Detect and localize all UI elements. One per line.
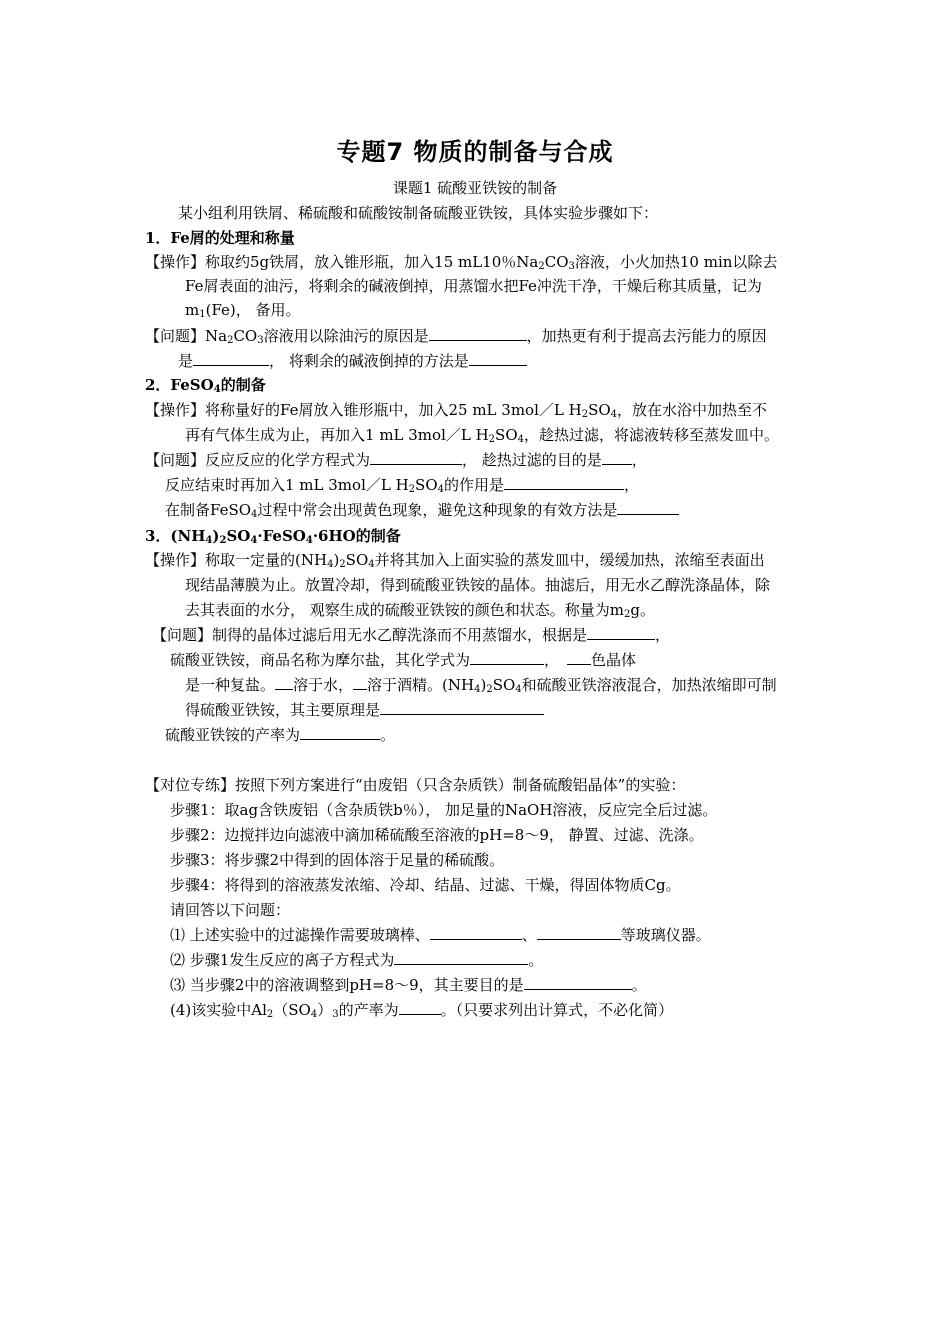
s1-question-line1: 【问题】$Na_2CO_3$溶液用以除油污的原因是 ，加热更有利于提高去污能力的原因 (145, 327, 767, 346)
answer-blank[interactable] (504, 475, 624, 490)
practice-answer-4: (4)该实验中$Al_2(SO_4)_3$的产率为 。（只要求列出计算式，不必化简） (170, 1001, 674, 1020)
practice-step-4: 步骤4：将得到的溶液蒸发浓缩、冷却、结晶、过滤、干燥，得固体物质Cg。 (170, 876, 681, 894)
answer-blank[interactable] (602, 450, 632, 465)
answer-blank[interactable] (394, 950, 528, 965)
page-title: 专题7 物质的制备与合成 (336, 138, 614, 166)
answer-blank[interactable] (567, 650, 591, 665)
practice-step-2: 步骤2：边搅拌边向滤液中滴加稀硫酸至溶液的pH=8～9， 静置、过滤、洗涤。 (170, 826, 704, 844)
practice-ask: 请回答以下问题： (170, 901, 291, 919)
s2-question-line2: 反应结束时再加入1 mL 3mol／L $H_2SO_4$的作用是 ， (165, 476, 640, 495)
s3-operation-line2: 现结晶薄膜为止。放置冷却，得到硫酸亚铁铵的晶体。抽滤后，用无水乙醇洗涤晶体，除 (185, 576, 771, 594)
s3-operation-line3: 去其表面的水分， 观察生成的硫酸亚铁铵的颜色和状态。称量为$m_2g$。 (185, 601, 655, 620)
section-2-heading: 2．FeSO$_4$的制备 (145, 376, 266, 395)
s1-operation-line3: $m_1(Fe)$， 备用。 (185, 301, 301, 320)
answer-blank[interactable] (399, 1000, 441, 1015)
s2-operation-line1: 【操作】将称量好的Fe屑放入锥形瓶中，加入25 mL 3mol／L $H_2SO_4$，放在水浴中加热至不 (145, 401, 768, 420)
s3-question-line3: 是一种复盐。 溶于水， 溶于酒精。$(NH_4)_2SO_4$和硫酸亚铁溶液混合，加热浓缩即可制 (185, 676, 777, 695)
s3-question-line4: 得硫酸亚铁铵，其主要原理是 (185, 700, 544, 720)
practice-answer-2: ⑵ 步骤1发生反应的离子方程式为 。 (170, 951, 544, 969)
answer-blank[interactable] (353, 675, 367, 690)
answer-blank[interactable] (469, 351, 527, 366)
answer-blank[interactable] (617, 500, 679, 515)
intro-text: 某小组利用铁屑、稀硫酸和硫酸铵制备硫酸亚铁铵，具体实验步骤如下： (178, 204, 659, 222)
s3-question-line2: 硫酸亚铁铵，商品名称为摩尔盐，其化学式为 ， 色晶体 (170, 651, 637, 669)
s1-operation-line1: 【操作】称取约5g铁屑，放入锥形瓶，加入15 mL10％$Na_2CO_3$溶液，小火加热10 min以除去 (145, 253, 778, 272)
answer-blank[interactable] (370, 450, 462, 465)
s2-question-line1: 【问题】反应反应的化学方程式为 ， 趁热过滤的目的是 ， (145, 451, 647, 469)
s2-question-line3: 在制备FeSO$_4$过程中常会出现黄色现象，避免这种现象的有效方法是 (165, 500, 679, 520)
practice-intro: 【对位专练】按照下列方案进行“由废铝（只含杂质铁）制备硫酸铝晶体”的实验： (145, 776, 686, 794)
answer-blank[interactable] (587, 625, 655, 640)
s1-operation-line2: Fe屑表面的油污，将剩余的碱液倒掉，用蒸馏水把Fe冲洗干净，干燥后称其质量，记为 (185, 277, 762, 295)
answer-blank[interactable] (193, 351, 269, 366)
practice-answer-1: ⑴ 上述实验中的过滤操作需要玻璃棒、 、 等玻璃仪器。 (170, 926, 711, 944)
s1-question-line2: 是 ， 将剩余的碱液倒掉的方法是 (178, 351, 527, 371)
section-3-heading: 3．$(NH_4)_2SO_4\cdot FeSO_4\cdot 6HO$的制备 (145, 527, 401, 546)
lesson-subtitle: 课题1 硫酸亚铁铵的制备 (392, 179, 558, 197)
answer-blank[interactable] (380, 700, 544, 715)
s2-operation-line2: 再有气体生成为止，再加入1 mL 3mol／L $H_2SO_4$，趁热过滤，将滤液转移至蒸发皿中。 (185, 426, 780, 445)
practice-step-1: 步骤1：取ag含铁废铝（含杂质铁b％）， 加足量的NaOH溶液，反应完全后过滤。 (170, 801, 718, 819)
answer-blank[interactable] (430, 925, 522, 940)
section-1-heading: 1．Fe屑的处理和称量 (145, 229, 295, 247)
answer-blank[interactable] (470, 650, 544, 665)
s3-question-line5: 硫酸亚铁铵的产率为 。 (165, 726, 396, 744)
answer-blank[interactable] (300, 725, 380, 740)
answer-blank[interactable] (429, 326, 527, 341)
answer-blank[interactable] (537, 925, 621, 940)
practice-answer-3: ⑶ 当步骤2中的溶液调整到pH=8～9，其主要目的是 。 (170, 976, 647, 994)
s3-operation-line1: 【操作】称取一定量的$(NH_4)_2SO_4$并将其加入上面实验的蒸发皿中，缓缓加热，浓缩至表面出 (145, 551, 765, 570)
answer-blank[interactable] (524, 975, 632, 990)
practice-step-3: 步骤3：将步骤2中得到的固体溶于足量的稀硫酸。 (170, 851, 505, 869)
answer-blank[interactable] (275, 675, 293, 690)
s3-question-line1: 【问题】制得的晶体过滤后用无水乙醇洗涤而不用蒸馏水，根据是 ， (152, 626, 671, 644)
